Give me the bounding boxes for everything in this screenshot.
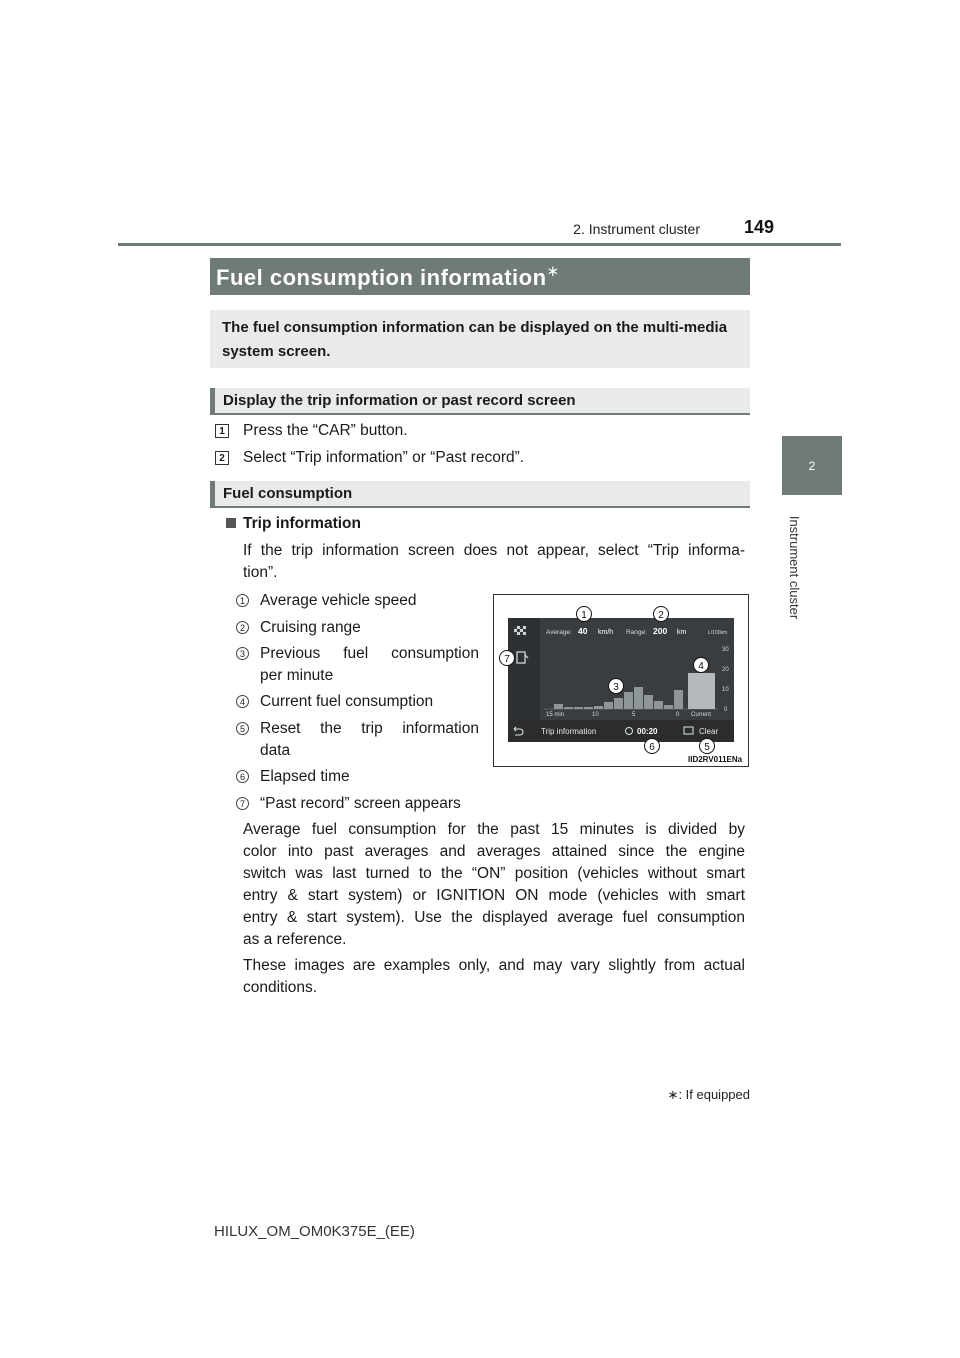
screen-callouts xyxy=(493,594,749,767)
paragraph-1-line-5: entry & start system). Use the displayed average fuel consumption xyxy=(243,909,745,926)
trip-information-tab[interactable]: Trip information xyxy=(541,727,597,736)
elapsed-time: 00:20 xyxy=(637,727,658,736)
chapter-title: 2. Instrument cluster xyxy=(573,221,700,237)
x-tick-0: 15 min xyxy=(546,712,565,718)
screen-callout-7 xyxy=(500,651,515,666)
footnote xyxy=(600,1087,750,1103)
current-label: Current xyxy=(691,712,712,718)
paragraph-1-line-3: switch was last turned to the “ON” position (vehicles without smart xyxy=(243,865,745,882)
x-tick-1: 10 xyxy=(592,712,599,718)
screen-average-unit: km/h xyxy=(598,629,614,636)
screen-range-unit: km xyxy=(677,629,687,636)
x-tick-2: 5 xyxy=(632,712,636,718)
section-title-text: Fuel consumption information xyxy=(216,265,547,290)
chapter-side-label-text: Instrument cluster xyxy=(787,515,803,619)
chapter-tab: 2 xyxy=(782,436,842,495)
item-text-5-line-1: Reset the trip information xyxy=(260,720,479,737)
screen-callout-4 xyxy=(694,658,709,673)
screen-callout-3 xyxy=(609,679,624,694)
intro-text: The fuel consumption information can be displayed on the multi-media system screen. xyxy=(222,319,728,360)
footnote-mark: ∗ xyxy=(667,1087,679,1102)
image-code: IID2RV011ENa xyxy=(688,755,743,764)
screen-callout-6-label: 6 xyxy=(649,742,655,753)
screen-callout-6 xyxy=(645,739,660,754)
header-rule xyxy=(118,243,841,246)
screen-range-label: Range: xyxy=(626,629,647,636)
trip-note-line-1: If the trip information screen does not appear, select “Trip informa- xyxy=(243,542,745,559)
step-number-1: 1 xyxy=(215,424,229,438)
screen-range-value: 200 xyxy=(653,626,668,636)
callout-number-5: 5 xyxy=(236,722,249,735)
paragraph-1-line-2: color into past averages and averages attained since the engine xyxy=(243,843,745,860)
item-text-1: Average vehicle speed xyxy=(260,592,417,609)
callout-number-4: 4 xyxy=(236,695,249,708)
screen-average-value: 40 xyxy=(578,626,588,636)
y-tick-20: 20 xyxy=(722,667,729,673)
screen-callout-3-label: 3 xyxy=(613,682,619,693)
y-tick-0: 0 xyxy=(724,707,728,713)
callout-number-2: 2 xyxy=(236,621,249,634)
screen-average-label: Average: xyxy=(546,629,572,636)
y-tick-10: 10 xyxy=(722,687,729,693)
subsection-title-fuel: Fuel consumption xyxy=(223,485,353,502)
screen-callout-1 xyxy=(577,607,592,622)
item-text-2: Cruising range xyxy=(260,619,361,636)
section-title-mark: ∗ xyxy=(546,263,560,280)
y-tick-30: 30 xyxy=(722,647,729,653)
callout-number-7: 7 xyxy=(236,797,249,810)
step-text-2: Select “Trip information” or “Past record”. xyxy=(243,449,525,466)
section-title xyxy=(216,262,560,291)
item-text-4: Current fuel consumption xyxy=(260,693,434,710)
screen-callout-5 xyxy=(700,739,715,754)
paragraph-1-line-1: Average fuel consumption for the past 15 minutes is divided by xyxy=(243,821,745,838)
screen-callout-1-label: 1 xyxy=(581,610,587,621)
callout-number-1: 1 xyxy=(236,594,249,607)
paragraph-2-line-1: These images are examples only, and may vary slightly from actual xyxy=(243,957,745,974)
item-text-7: “Past record” screen appears xyxy=(260,795,461,812)
trip-heading: Trip information xyxy=(243,515,361,532)
paragraph-1-line-6: as a reference. xyxy=(243,931,347,948)
document-code: HILUX_OM_OM0K375E_(EE) xyxy=(214,1223,415,1240)
square-bullet-icon xyxy=(226,518,236,528)
paragraph-1-line-4: entry & start system) or IGNITION ON mode (vehicles with smart xyxy=(243,887,745,904)
item-text-3-line-1: Previous fuel consumption xyxy=(260,645,479,662)
clear-button[interactable]: Clear xyxy=(699,727,719,736)
screen-callout-2 xyxy=(654,607,669,622)
step-text-1: Press the “CAR” button. xyxy=(243,422,408,439)
page-number: 149 xyxy=(743,217,774,237)
screen-callout-4-label: 4 xyxy=(698,661,704,672)
callout-number-3: 3 xyxy=(236,647,249,660)
x-tick-3: 0 xyxy=(676,712,680,718)
trip-note-line-2: tion”. xyxy=(243,564,278,581)
step-number-2: 2 xyxy=(215,451,229,465)
subsection-title-display: Display the trip information or past record screen xyxy=(223,392,576,409)
footnote-text: : If equipped xyxy=(678,1087,750,1102)
item-text-5-line-2: data xyxy=(260,742,291,759)
screen-callout-2-label: 2 xyxy=(658,610,664,621)
item-text-6: Elapsed time xyxy=(260,768,350,785)
callout-number-6: 6 xyxy=(236,770,249,783)
screen-callout-5-label: 5 xyxy=(704,742,710,753)
item-text-3-line-2: per minute xyxy=(260,667,334,684)
paragraph-2-line-2: conditions. xyxy=(243,979,318,996)
screen-unit-label: L/100km xyxy=(708,630,728,636)
screen-callout-7-label: 7 xyxy=(504,654,510,665)
chapter-side-label xyxy=(780,507,810,627)
